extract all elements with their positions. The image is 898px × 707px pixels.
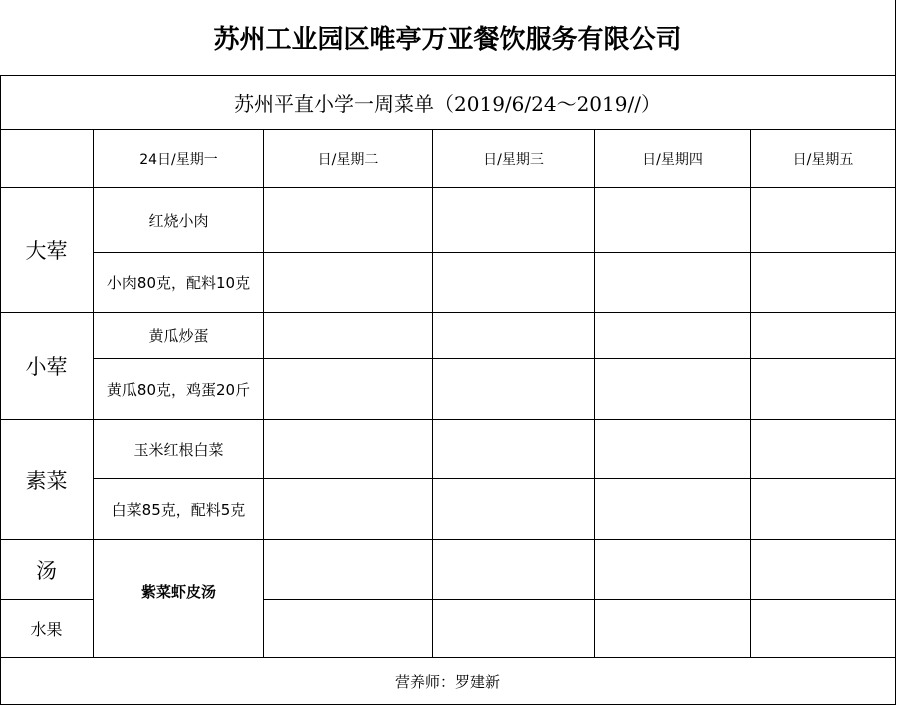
mon-small-meat-dish: 黄瓜炒蛋 [148, 327, 209, 345]
day-header-fri: 日/星期五 [792, 151, 854, 168]
mon-small-meat-detail: 黄瓜80克，鸡蛋20斤 [106, 380, 251, 399]
day-header-wed: 日/星期三 [483, 151, 544, 168]
category-small-meat: 小荤 [25, 355, 68, 379]
category-soup: 汤 [36, 558, 57, 583]
company-title: 苏州工业园区唯亭万亚餐饮服务有限公司 [213, 25, 682, 55]
grid-line [263, 599, 896, 600]
category-big-meat: 大荤 [25, 239, 68, 263]
grid-line [594, 129, 595, 658]
nutritionist-footer: 营养师：罗建新 [394, 672, 500, 691]
category-vegetable: 素菜 [25, 468, 68, 493]
day-header-mon: 24日/星期一 [139, 151, 218, 168]
grid-line [0, 704, 896, 705]
day-header-thu: 日/星期四 [642, 151, 703, 168]
mon-big-meat-dish: 红烧小肉 [148, 211, 209, 230]
category-fruit: 水果 [30, 620, 63, 639]
grid-line [750, 129, 751, 658]
grid-line [0, 539, 896, 540]
day-header-tue: 日/星期二 [317, 151, 379, 168]
mon-vegetable-dish: 玉米红根白菜 [133, 440, 224, 459]
mon-big-meat-detail: 小肉80克，配料10克 [106, 274, 251, 292]
grid-line [263, 129, 264, 658]
mon-vegetable-detail: 白菜85克，配料5克 [111, 500, 246, 519]
mon-soup-dish: 紫菜虾皮汤 [140, 582, 216, 601]
grid-line [895, 0, 896, 705]
grid-line [432, 129, 433, 658]
menu-title: 苏州平直小学一周菜单（2019/6/24～2019//） [234, 92, 661, 116]
